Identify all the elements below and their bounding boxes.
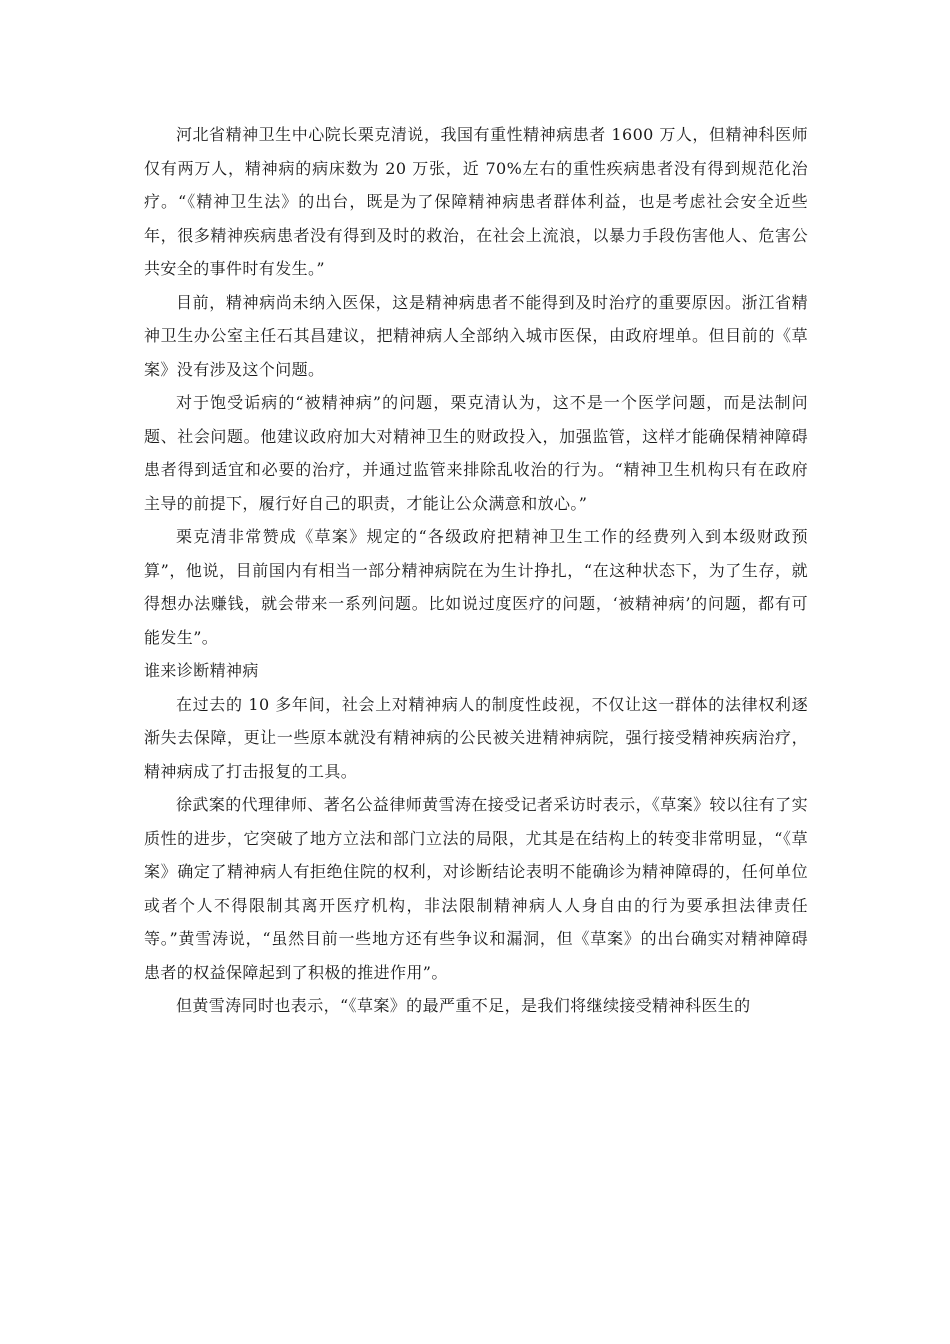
section-heading: 谁来诊断精神病: [144, 661, 259, 680]
paragraph-2: 目前，精神病尚未纳入医保，这是精神病患者不能得到及时治疗的重要原因。浙江省精神卫生办公室主任石其昌建议，把精神病人全部纳入城市医保，由政府埋单。但目前的《草案》没有涉及这个问题。: [144, 292, 808, 379]
document-page: [144, 118, 808, 1023]
paragraph-6: 徐武案的代理律师、著名公益律师黄雪涛在接受记者采访时表示，《草案》较以往有了实质性的进步，它突破了地方立法和部门立法的局限，尤其是在结构上的转变非常明显，“《草案》确定了精神病人有拒绝住院的权利，对诊断结论表明不能确诊为精神障碍的，任何单位或者个人不得限制其离开医疗机构，非法限制精神病人人身自由的行为要承担法律责任等。”黄雪涛说，“虽然目前一些地方还有些争议和漏洞，但《草案》的出台确实对精神障碍患者的权益保障起到了积极的推进作用”。: [144, 795, 808, 982]
paragraph-5: 在过去的 10 多年间，社会上对精神病人的制度性歧视，不仅让这一群体的法律权利逐渐失去保障，更让一些原本就没有精神病的公民被关进精神病院，强行接受精神疾病治疗，精神病成了打击报复的工具。: [144, 694, 808, 781]
paragraph-7: 但黄雪涛同时也表示，“《草案》的最严重不足，是我们将继续接受精神科医生的: [176, 996, 751, 1015]
paragraph-4: 栗克清非常赞成《草案》规定的“各级政府把精神卫生工作的经费列入到本级财政预算”，他说，目前国内有相当一部分精神病院在为生计挣扎，“在这种状态下，为了生存，就得想办法赚钱，就会带来一系列问题。比如说过度医疗的问题，‘被精神病’的问题，都有可能发生”。: [144, 527, 808, 647]
paragraph-1: 河北省精神卫生中心院长栗克清说，我国有重性精神病患者 1600 万人，但精神科医师仅有两万人，精神病的病床数为 20 万张，近 70%左右的重性疾病患者没有得到规范化治疗。“《精神卫生法》的出台，既是为了保障精神病患者群体利益，也是考虑社会安全近些年，很多精神疾病患者没有得到及时的救治，在社会上流浪，以暴力手段伤害他人、危害公共安全的事件时有发生。”: [144, 125, 808, 278]
paragraph-3: 对于饱受诟病的“被精神病”的问题，栗克清认为，这不是一个医学问题，而是法制问题、社会问题。他建议政府加大对精神卫生的财政投入，加强监管，这样才能确保精神障碍患者得到适宜和必要的治疗，并通过监管来排除乱收治的行为。“精神卫生机构只有在政府主导的前提下，履行好自己的职责，才能让公众满意和放心。”: [144, 393, 808, 513]
